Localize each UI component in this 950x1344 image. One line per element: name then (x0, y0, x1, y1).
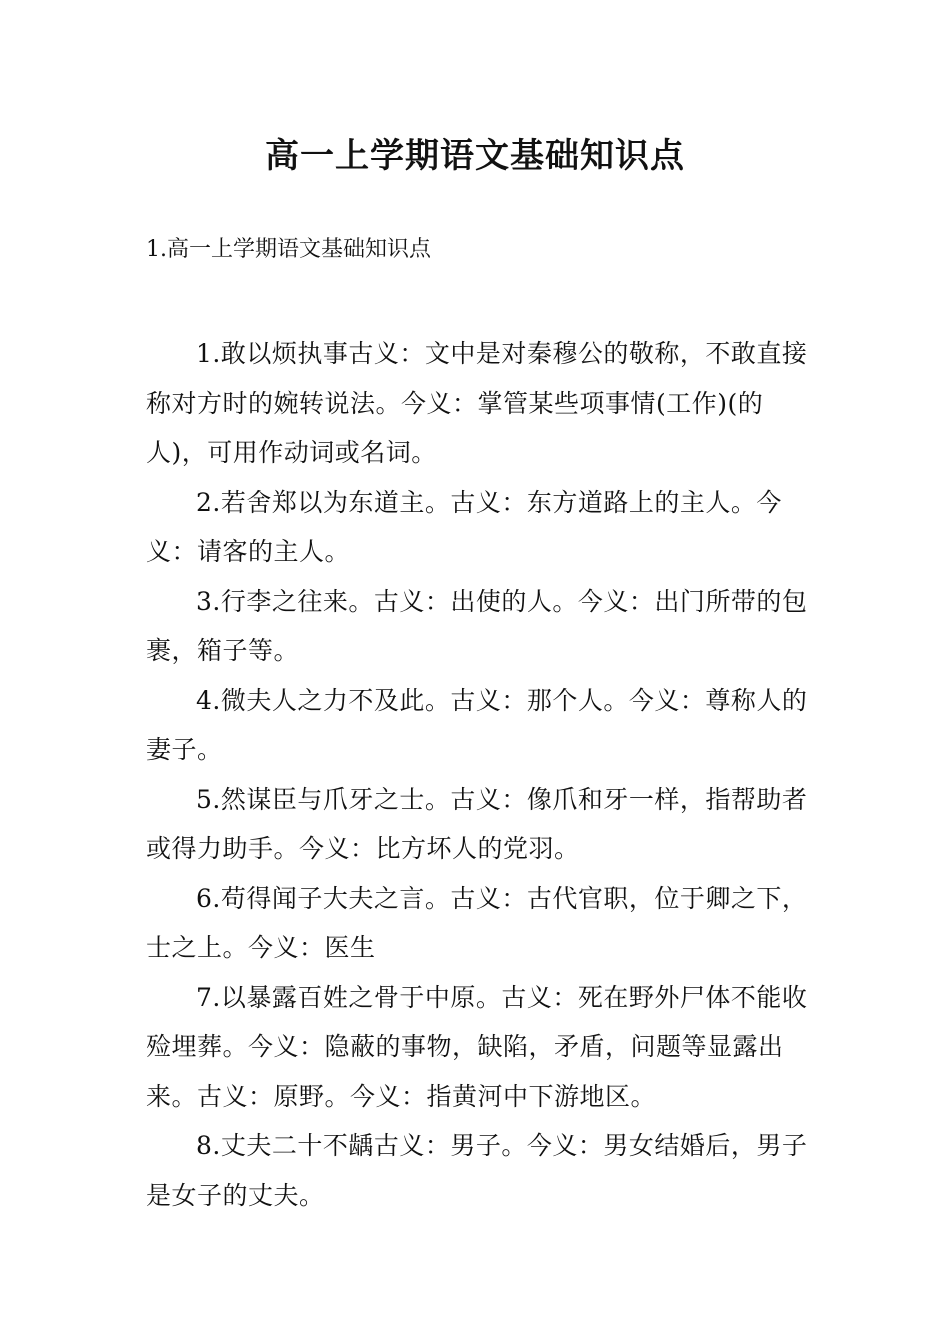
paragraph: 7.以暴露百姓之骨于中原。古义：死在野外尸体不能收殓埋葬。今义：隐蔽的事物，缺陷，矛盾，问题等显露出来。古义：原野。今义：指黄河中下游地区。 (146, 982, 808, 1111)
section-heading: 1.高一上学期语文基础知识点 (146, 237, 431, 262)
paragraph: 2.若舍郑以为东道主。古义：东方道路上的主人。今义：请客的主人。 (146, 487, 782, 566)
body-text (146, 329, 822, 1220)
paragraph: 6.苟得闻子大夫之言。古义：古代官职，位于卿之下，士之上。今义：医生 (146, 883, 808, 962)
paragraph: 5.然谋臣与爪牙之士。古义：像爪和牙一样，指帮助者或得力助手。今义：比方坏人的党羽。 (146, 784, 808, 863)
paragraph: 1.敢以烦执事古义：文中是对秦穆公的敬称，不敢直接称对方时的婉转说法。今义：掌管某些项事情(工作)(的人)，可用作动词或名词。 (146, 339, 808, 467)
paragraph: 8.丈夫二十不龋古义：男子。今义：男女结婚后，男子是女子的丈夫。 (146, 1131, 808, 1210)
page-title: 高一上学期语文基础知识点 (265, 136, 685, 176)
paragraph: 3.行李之往来。古义：出使的人。今义：出门所带的包裹，箱子等。 (146, 586, 808, 665)
paragraph: 4.微夫人之力不及此。古义：那个人。今义：尊称人的妻子。 (146, 685, 808, 764)
